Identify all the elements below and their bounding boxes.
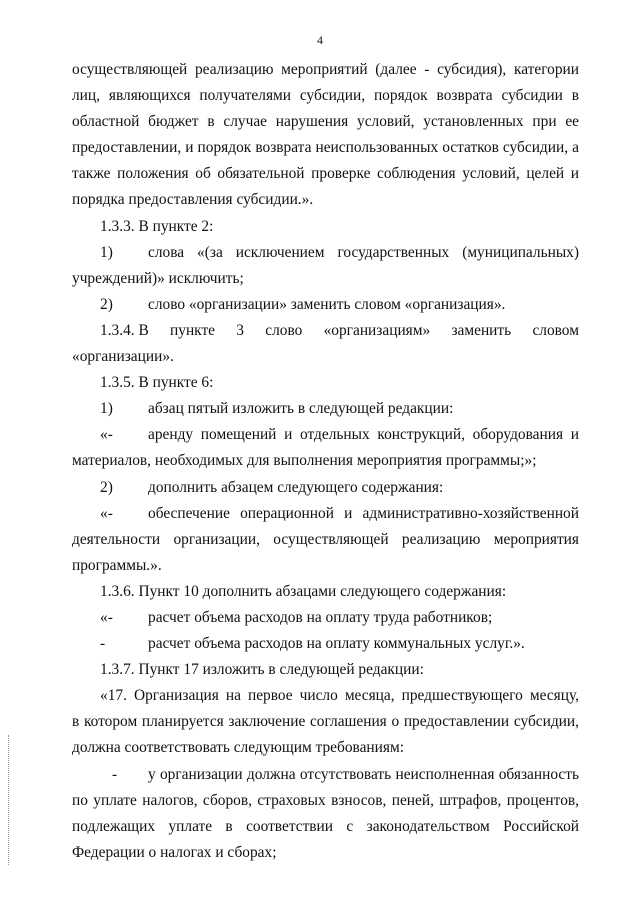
text-line: «17. Организация на первое число месяца, предшествующего месяцу, (100, 687, 579, 705)
list-marker: 1) (100, 243, 113, 261)
text-line: аренду помещений и отдельных конструкций, оборудования и (148, 426, 579, 444)
list-marker: 2) (100, 478, 113, 496)
word: 1.3.4. В (100, 321, 149, 339)
list-marker: 1) (100, 400, 113, 418)
quoted-paragraph (72, 683, 579, 761)
list-marker: «- (100, 426, 113, 444)
document-body (72, 57, 579, 866)
text-line: абзац пятый изложить в следующей редакции: (148, 400, 454, 418)
text-line: «организации». (72, 348, 174, 366)
text-line: Федерации о налогах и сборах; (72, 843, 277, 861)
text-line: программы.». (72, 556, 162, 574)
list-item (72, 292, 579, 318)
text-line: материалов, необходимых для выполнения мероприятия программы;»; (72, 452, 537, 470)
text-line: учреждений)» исключить; (72, 269, 244, 287)
list-marker: - (112, 765, 118, 783)
list-item (72, 396, 579, 422)
text-line: областной бюджет в случае нарушения условий, установленных при ее (72, 113, 579, 131)
quoted-item (72, 422, 579, 474)
scan-edge-mark (8, 735, 10, 865)
section-heading: 1.3.3. В пункте 2: (100, 217, 214, 235)
quoted-item (72, 605, 579, 631)
text-line: слово «организации» заменить словом «организация». (148, 295, 506, 313)
list-marker: - (100, 635, 106, 653)
text-line: в котором планируется заключение соглашения о предоставлении субсидии, (72, 713, 579, 731)
word: слово (265, 321, 303, 339)
text-line: предоставлении, и порядок возврата неиспользованных остатков субсидии, а (72, 139, 579, 157)
text-line: по уплате налогов, сборов, страховых взносов, пеней, штрафов, процентов, (72, 791, 579, 809)
text-line: порядка предоставления субсидии.». (72, 191, 314, 209)
word: «организациям» (323, 321, 431, 339)
word: пункте (170, 321, 216, 339)
list-item (72, 762, 579, 866)
section-heading: 1.3.5. В пункте 6: (100, 374, 214, 392)
text-line: у организации должна отсутствовать неисполненная обязанность (148, 765, 579, 783)
text-line: обеспечение операционной и административно-хозяйственной (148, 504, 579, 522)
section-paragraph (72, 318, 579, 370)
list-item (72, 240, 579, 292)
page-number: 4 (317, 33, 323, 47)
word: заменить (451, 321, 512, 339)
section-heading: 1.3.7. Пункт 17 изложить в следующей редакции: (100, 661, 424, 679)
section-heading: 1.3.6. Пункт 10 дополнить абзацами следующего содержания: (100, 582, 507, 600)
text-line: расчет объема расходов на оплату коммунальных услуг.». (148, 635, 525, 653)
text-line: также положения об обязательной проверке соблюдения условий, целей и (72, 165, 579, 183)
spread-line (72, 318, 579, 344)
word: 3 (236, 321, 244, 339)
text-line: расчет объема расходов на оплату труда работников; (148, 608, 493, 626)
quoted-item (72, 631, 579, 657)
text-line: осуществляющей реализацию мероприятий (далее - субсидия), категории (72, 61, 579, 78)
text-line: дополнить абзацем следующего содержания: (148, 478, 444, 496)
text-line: подлежащих уплате в соответствии с законодательством Российской (72, 817, 579, 835)
word: словом (532, 321, 579, 339)
list-marker: 2) (100, 295, 113, 313)
paragraph-continuation (72, 57, 579, 214)
text-line: должна соответствовать следующим требованиям: (72, 739, 404, 757)
list-item (72, 475, 579, 501)
quoted-item (72, 501, 579, 579)
text-line: лиц, являющихся получателями субсидии, порядок возврата субсидии в (72, 87, 579, 105)
text-line: слова «(за исключением государственных (муниципальных) (148, 243, 579, 261)
list-marker: «- (100, 504, 113, 522)
text-line: деятельности организации, осуществляющей реализацию мероприятия (72, 530, 579, 548)
list-marker: «- (100, 608, 113, 626)
